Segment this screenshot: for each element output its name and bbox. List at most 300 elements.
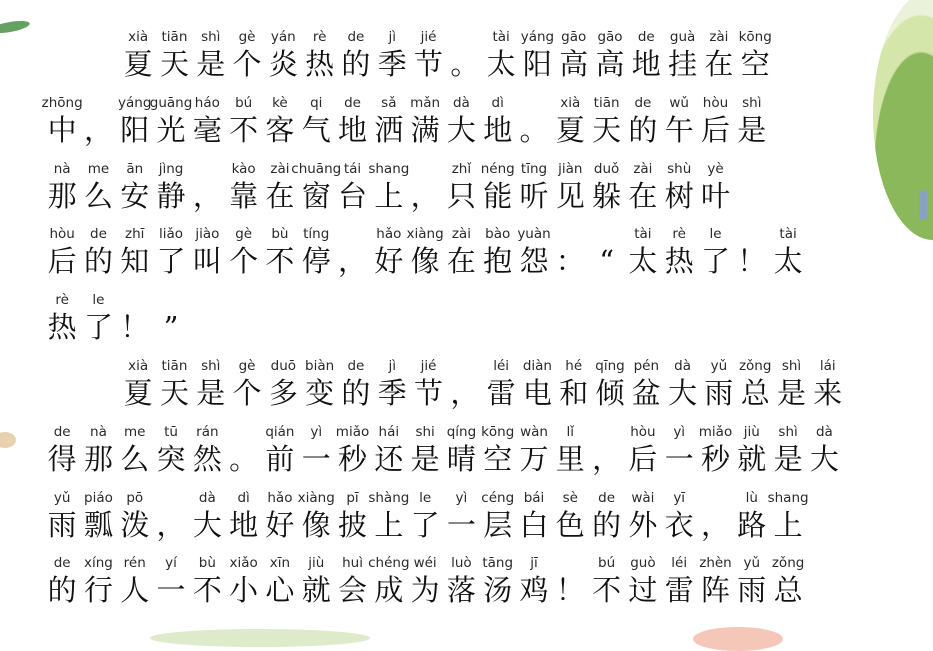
character-cell (552, 489, 588, 543)
hanzi-character: 突 (156, 441, 186, 476)
pinyin-label: kè (272, 94, 288, 111)
hanzi-character: 夏 (555, 112, 585, 147)
character-cell (117, 554, 153, 608)
hanzi-character: 里 (555, 441, 585, 476)
character-cell (80, 225, 116, 279)
hanzi-character: 么 (83, 178, 113, 213)
character-cell (625, 554, 661, 608)
pinyin-label: hòu (630, 423, 656, 440)
pinyin-label: zhī (125, 226, 145, 243)
hanzi-character: 那 (47, 178, 77, 213)
pinyin-label: jiù (308, 555, 325, 572)
character-cell (80, 291, 116, 345)
pinyin-label: zhǐ (451, 160, 472, 177)
hanzi-character: 了 (156, 244, 186, 279)
pinyin-label: shì (201, 29, 221, 45)
pinyin-label: kào (231, 160, 256, 177)
pinyin-label: mǎn (410, 94, 441, 111)
pinyin-label: huì (342, 555, 363, 572)
hanzi-character: ， (192, 178, 222, 213)
pinyin-label: dà (815, 423, 833, 440)
pinyin-label: nà (90, 423, 107, 440)
character-cell (592, 28, 628, 82)
pinyin-label: lù (745, 489, 758, 506)
character-cell (189, 225, 225, 279)
pinyin-label: jìng (158, 160, 184, 177)
pinyin-label: rè (672, 226, 686, 243)
hanzi-character: 大 (446, 112, 476, 147)
pinyin-label: yī (673, 489, 686, 506)
pinyin-label: jiù (743, 423, 760, 440)
character-cell (625, 225, 661, 279)
character-cell (734, 225, 770, 279)
character-cell (770, 423, 806, 477)
character-cell (737, 28, 773, 82)
character-cell (556, 28, 592, 82)
character-cell (225, 489, 261, 543)
hanzi-character: 上 (374, 507, 404, 542)
hanzi-character: ！ (120, 310, 150, 345)
hanzi-character: 雨 (47, 507, 77, 542)
character-cell (153, 554, 189, 608)
pinyin-label: yǔ (53, 489, 71, 506)
character-cell (189, 94, 225, 148)
hanzi-character: 总 (773, 573, 803, 608)
character-cell (661, 423, 697, 477)
character-cell (225, 225, 261, 279)
character-cell (193, 28, 229, 82)
pinyin-label: shì (201, 358, 221, 374)
hanzi-character: 万 (519, 441, 549, 476)
character-cell (120, 28, 156, 82)
pinyin-label: zǒng (738, 358, 772, 374)
character-cell (41, 94, 83, 148)
pinyin-label: piáo (84, 489, 113, 506)
hanzi-character: 空 (740, 47, 770, 81)
hanzi-character: 安 (120, 178, 150, 213)
character-cell (480, 489, 516, 543)
character-cell (588, 160, 624, 214)
character-cell (298, 94, 334, 148)
character-cell (443, 225, 479, 279)
pinyin-label: shàng (368, 489, 410, 506)
pinyin-label: léi (493, 358, 510, 374)
text-line (44, 225, 806, 279)
character-cell (334, 225, 370, 279)
character-cell (516, 225, 552, 279)
hanzi-character: 天 (159, 376, 189, 410)
pinyin-label: léi (671, 555, 688, 572)
character-cell (407, 489, 443, 543)
hanzi-character: 泼 (120, 507, 150, 542)
pinyin-label: shì (742, 94, 762, 111)
pinyin-label: shang (368, 160, 410, 177)
hanzi-character: 能 (483, 178, 513, 213)
character-cell (552, 94, 588, 148)
character-cell (225, 160, 261, 214)
character-cell (374, 357, 410, 411)
hanzi-character: 变 (305, 376, 335, 410)
character-cell (407, 225, 443, 279)
pinyin-label: hòu (702, 94, 729, 111)
hanzi-character: 毫 (192, 112, 222, 147)
hanzi-character: 见 (555, 178, 585, 213)
hanzi-character: 窗 (301, 178, 331, 213)
pinyin-label: rén (123, 555, 146, 572)
character-cell (156, 357, 192, 411)
character-cell (291, 160, 342, 214)
hanzi-character: 季 (377, 47, 407, 81)
character-cell (661, 94, 697, 148)
character-cell (737, 357, 773, 411)
character-cell (262, 554, 298, 608)
pinyin-label: pī (346, 489, 359, 506)
hanzi-character: 心 (265, 573, 295, 608)
pinyin-label: sè (562, 489, 578, 506)
hanzi-character: 地 (631, 47, 661, 81)
hanzi-character: 会 (338, 573, 368, 608)
character-cell (664, 357, 700, 411)
decorative-grass (150, 629, 370, 647)
character-cell (298, 225, 334, 279)
character-cell (701, 357, 737, 411)
hanzi-character: 的 (83, 244, 113, 279)
pinyin-label: wài (631, 489, 655, 506)
character-cell (447, 357, 483, 411)
hanzi-character: 的 (47, 573, 77, 608)
character-cell (117, 225, 153, 279)
pinyin-label: shù (667, 160, 692, 177)
hanzi-character: 炎 (268, 47, 298, 81)
character-cell (625, 160, 661, 214)
pinyin-label: de (53, 555, 71, 572)
pinyin-label: zhōng (41, 94, 83, 111)
hanzi-character: 还 (374, 441, 404, 476)
hanzi-character: 在 (628, 178, 658, 213)
pinyin-label: biàn (305, 358, 335, 374)
pinyin-label: qián (265, 423, 295, 440)
pinyin-label: dì (237, 489, 250, 506)
hanzi-character: 秒 (700, 441, 730, 476)
hanzi-character: 大 (192, 507, 222, 542)
character-cell (44, 291, 80, 345)
hanzi-character: 了 (700, 244, 730, 279)
hanzi-character: 一 (301, 441, 331, 476)
character-cell (80, 94, 116, 148)
character-cell (552, 423, 588, 477)
hanzi-character: 中 (47, 112, 77, 147)
hanzi-character: 只 (446, 178, 476, 213)
hanzi-character: ！ (737, 244, 767, 279)
character-cell (229, 357, 265, 411)
pinyin-label: dà (452, 94, 470, 111)
character-cell (588, 489, 624, 543)
hanzi-character: 天 (159, 47, 189, 81)
character-cell (153, 489, 189, 543)
character-cell (480, 94, 516, 148)
hanzi-character: 前 (265, 441, 295, 476)
hanzi-character: 知 (120, 244, 150, 279)
hanzi-character: 个 (232, 376, 262, 410)
pinyin-label: miǎo (698, 423, 733, 440)
hanzi-character: 来 (813, 376, 843, 410)
character-cell (298, 489, 334, 543)
pinyin-label: yǔ (743, 555, 761, 572)
hanzi-character: 空 (483, 441, 513, 476)
hanzi-character: 是 (410, 441, 440, 476)
pinyin-label: xíng (84, 555, 113, 572)
character-cell (516, 160, 552, 214)
hanzi-character: 鸡 (519, 573, 549, 608)
hanzi-character: 雨 (737, 573, 767, 608)
pinyin-label: shì (778, 423, 798, 440)
character-cell (229, 28, 265, 82)
character-cell (153, 225, 189, 279)
character-cell (117, 489, 153, 543)
character-cell (80, 423, 116, 477)
pinyin-label: le (92, 292, 105, 309)
pinyin-label: tài (492, 29, 510, 45)
hanzi-character: 大 (809, 441, 839, 476)
character-cell (516, 94, 552, 148)
hanzi-character: 阳 (522, 47, 552, 81)
character-cell (407, 423, 443, 477)
pinyin-label: tiān (161, 29, 188, 45)
character-cell (225, 94, 261, 148)
hanzi-character: 后 (47, 244, 77, 279)
hanzi-character: 一 (664, 441, 694, 476)
character-cell (334, 160, 370, 214)
pinyin-label: de (347, 29, 365, 45)
hanzi-character: 高 (595, 47, 625, 81)
pinyin-label: de (90, 226, 107, 243)
character-cell (149, 94, 193, 148)
character-cell (80, 554, 116, 608)
character-cell (588, 423, 624, 477)
character-cell (443, 489, 479, 543)
character-cell (661, 554, 697, 608)
character-cell (661, 489, 697, 543)
pinyin-label: jì (388, 29, 396, 45)
hanzi-character: 倾 (595, 376, 625, 410)
character-cell (368, 160, 410, 214)
character-cell (697, 423, 733, 477)
pinyin-label: guò (630, 555, 656, 572)
pinyin-label: ān (126, 160, 144, 177)
character-cell (368, 489, 410, 543)
pinyin-label: shang (767, 489, 809, 506)
pinyin-label: shì (781, 358, 802, 374)
character-cell (592, 357, 628, 411)
hanzi-character: 在 (704, 47, 734, 81)
hanzi-character: 阳 (120, 112, 150, 147)
hanzi-character: 高 (559, 47, 589, 81)
pinyin-label: dà (198, 489, 216, 506)
character-cell (734, 423, 770, 477)
hanzi-character: 为 (410, 573, 440, 608)
hanzi-character: 衣 (664, 507, 694, 542)
hanzi-character: 光 (156, 112, 186, 147)
character-cell (117, 160, 153, 214)
hanzi-character: ， (700, 507, 730, 542)
pinyin-label: lái (819, 358, 836, 374)
hanzi-character: 的 (341, 376, 371, 410)
hanzi-character: 太 (486, 47, 516, 81)
character-cell (770, 554, 806, 608)
hanzi-character: 听 (519, 178, 549, 213)
pinyin-label: qíng (446, 423, 477, 440)
pinyin-label: bú (598, 555, 616, 572)
character-cell (516, 489, 552, 543)
pinyin-label: bù (198, 555, 216, 572)
character-cell (44, 489, 80, 543)
hanzi-character: 怨 (519, 244, 549, 279)
character-cell (298, 554, 334, 608)
pinyin-label: de (598, 489, 616, 506)
character-cell (734, 94, 770, 148)
pinyin-label: duō (270, 358, 297, 374)
hanzi-character: 人 (120, 573, 150, 608)
pinyin-label: xià (560, 94, 581, 111)
hanzi-character: 盆 (631, 376, 661, 410)
pinyin-label: tīng (520, 160, 548, 177)
pinyin-label: kōng (738, 29, 772, 45)
hanzi-character: 洒 (374, 112, 404, 147)
pinyin-label: chéng (368, 555, 410, 572)
pinyin-label: xīn (269, 555, 291, 572)
hanzi-character: 热 (305, 47, 335, 81)
hanzi-character: 树 (664, 178, 694, 213)
pinyin-label: tiān (593, 94, 620, 111)
character-cell (443, 554, 479, 608)
character-cell (410, 28, 446, 82)
hanzi-character: ： (555, 244, 585, 279)
hanzi-character: 秒 (338, 441, 368, 476)
hanzi-character: 是 (773, 441, 803, 476)
hanzi-character: 躲 (592, 178, 622, 213)
character-cell (773, 357, 809, 411)
character-cell (189, 489, 225, 543)
pinyin-label: dì (491, 94, 504, 111)
hanzi-character: 客 (265, 112, 295, 147)
hanzi-character: 地 (338, 112, 368, 147)
text-line (44, 291, 189, 345)
hanzi-character: 一 (446, 507, 476, 542)
pinyin-label: bú (235, 94, 253, 111)
hanzi-character: 得 (47, 441, 77, 476)
hanzi-character: 热 (47, 310, 77, 345)
hanzi-character: 气 (301, 112, 331, 147)
pinyin-label: rè (55, 292, 69, 309)
hanzi-character: 在 (265, 178, 295, 213)
character-cell (371, 225, 407, 279)
character-cell (298, 423, 334, 477)
character-cell (443, 94, 479, 148)
character-cell (117, 291, 153, 345)
character-cell (806, 423, 842, 477)
character-cell (519, 357, 555, 411)
character-cell (483, 28, 519, 82)
character-cell (371, 423, 407, 477)
pinyin-label: tū (164, 423, 178, 440)
hanzi-character: 阵 (700, 573, 730, 608)
hanzi-character: 不 (192, 573, 222, 608)
character-cell (156, 28, 192, 82)
character-cell (483, 357, 519, 411)
pinyin-label: gè (238, 358, 256, 374)
character-cell (407, 94, 443, 148)
character-cell (697, 489, 733, 543)
pinyin-label: zài (270, 160, 290, 177)
pinyin-label: néng (480, 160, 515, 177)
hanzi-character: 。 (229, 441, 259, 476)
hanzi-character: 的 (592, 507, 622, 542)
text-line (44, 423, 843, 477)
decorative-leaf (0, 432, 16, 448)
character-cell (556, 357, 592, 411)
character-cell (262, 94, 298, 148)
hanzi-character: 。 (519, 112, 549, 147)
text-line (41, 94, 770, 148)
character-cell (661, 160, 697, 214)
pinyin-label: guà (669, 29, 696, 45)
hanzi-character: 路 (737, 507, 767, 542)
pinyin-label: hǎo (267, 489, 293, 506)
character-cell (262, 423, 298, 477)
pinyin-label: gè (238, 29, 256, 45)
hanzi-character: 瓢 (83, 507, 113, 542)
pinyin-label: diàn (522, 358, 552, 374)
hanzi-character: 了 (83, 310, 113, 345)
hanzi-character: 不 (265, 244, 295, 279)
character-cell (734, 554, 770, 608)
character-cell (117, 94, 153, 148)
hanzi-character: 行 (83, 573, 113, 608)
hanzi-character: 靠 (229, 178, 259, 213)
hanzi-character: 然 (192, 441, 222, 476)
character-cell (80, 489, 116, 543)
pinyin-label: gāo (561, 29, 587, 45)
hanzi-character: 天 (592, 112, 622, 147)
hanzi-character: 就 (301, 573, 331, 608)
pinyin-label: yí (165, 555, 177, 572)
character-cell (767, 489, 809, 543)
pinyin-label: tài (779, 226, 797, 243)
hanzi-character: 像 (410, 244, 440, 279)
character-cell (225, 554, 261, 608)
character-cell (334, 94, 370, 148)
character-cell (334, 489, 370, 543)
hanzi-character: 雷 (486, 376, 516, 410)
character-cell (810, 357, 846, 411)
pinyin-label: bào (485, 226, 511, 243)
hanzi-character: 午 (664, 112, 694, 147)
pinyin-label: wéi (413, 555, 437, 572)
character-cell (153, 423, 189, 477)
pinyin-label: liǎo (159, 226, 184, 243)
character-cell (628, 357, 664, 411)
hanzi-character: 外 (628, 507, 658, 542)
hanzi-character: 了 (410, 507, 440, 542)
character-cell (697, 160, 733, 214)
hanzi-character: 汤 (483, 573, 513, 608)
character-cell (189, 554, 225, 608)
hanzi-character: 太 (773, 244, 803, 279)
pinyin-label: tài (634, 226, 652, 243)
character-cell (117, 423, 153, 477)
character-cell (770, 225, 806, 279)
character-cell (701, 28, 737, 82)
